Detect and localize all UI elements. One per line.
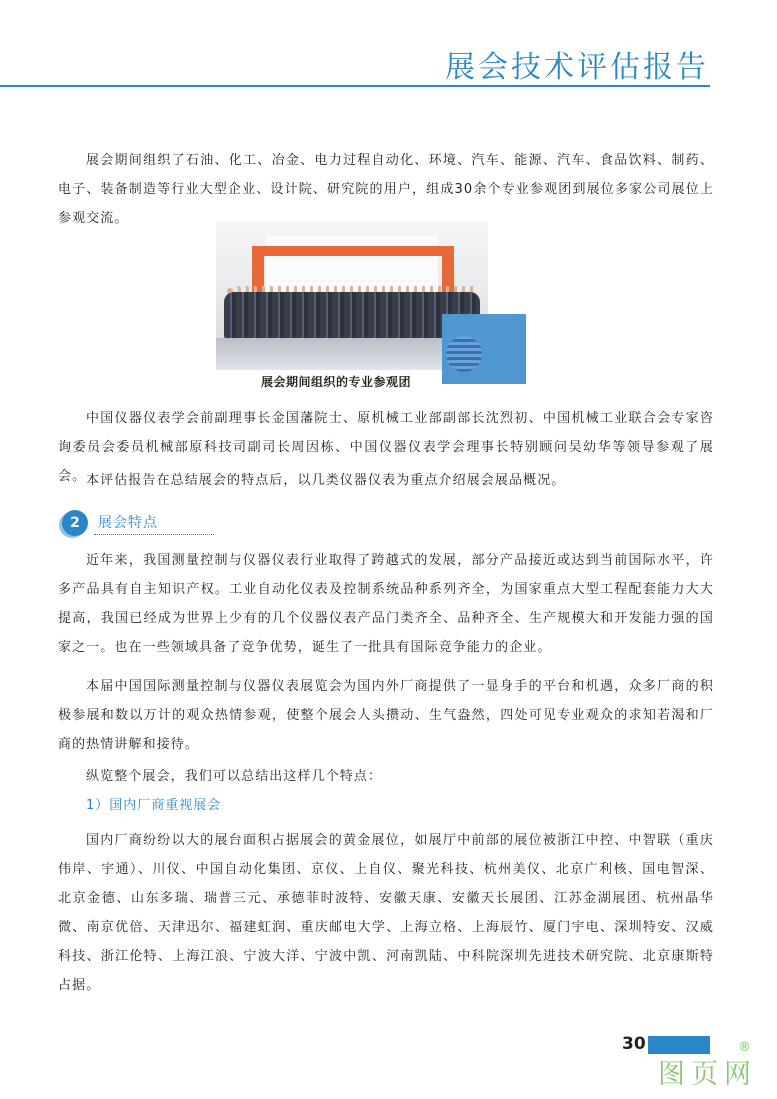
paragraph-leaders-visit: 中国仪器仪表学会前副理事长金国藩院士、原机械工业部副部长沈烈初、中国机械工业联合会专家咨询委员会委员机械部原科技司副司长周因栋、中国仪器仪表学会理事长特别顾问吴幼华等领导参观了展会。 [58,411,714,484]
paragraph-visiting-groups: 展会期间组织了石油、化工、冶金、电力过程自动化、环境、汽车、能源、汽车、食品饮料、制药、电子、装备制造等行业大型企业、设计院、研究院的用户，组成30余个专业参观团到展位多家公司展位上参观交流。 [58,153,714,226]
page-number: 30 [622,1034,646,1054]
paragraph-report-scope: 本评估报告在总结展会的特点后，以几类仪器仪表为重点介绍展会展品概况。 [86,473,566,488]
paragraph-exhibition-platform: 本届中国国际测量控制与仪器仪表展览会为国内外厂商提供了一显身手的平台和机遇，众多厂商的积极参展和数以万计的观众热情参观，使整个展会人头攒动、生气盎然，四处可见专业观众的求知若渴和厂商的热情讲解和接待。 [58,679,714,752]
subsection-heading: 1）国内厂商重视展会 [86,798,222,813]
paragraph-industry-development: 近年来，我国测量控制与仪器仪表行业取得了跨越式的发展，部分产品接近或达到当前国际水平，许多产品具有自主知识产权。工业自动化仪表及控制系统品种系列齐全，为国家重点大型工程配套能力大大提高，我国已经成为世界上少有的几个仪器仪表产品门类齐全、品种齐全、生产规模大和开发能力强的国家之一。也在一些领域具备了竞争优势，诞生了一批具有国际竞争能力的企业。 [58,553,714,655]
section-number-badge: 2 [62,510,88,536]
paragraph-domestic-exhibitors: 国内厂商纷纷以大的展台面积占据展会的黄金展位，如展厅中前部的展位被浙江中控、中智联（重庆伟岸、宇通）、川仪、中国自动化集团、京仪、上自仪、聚光科技、杭州美仪、北京广利核、国电智深、北京金德、山东多瑞、瑞普三元、承德菲时波特、安徽天康、安徽天长展团、江苏金湖展团、杭州晶华微、南京优倍、天津迅尔、福建虹润、重庆邮电大学、上海立格、上海辰竹、厦门宇电、深圳特安、汉威科技、浙江伦特、上海江浪、宁波大洋、宁波中凯、河南凯陆、中科院深圳先进技术研究院、北京康斯特占据。 [58,833,714,993]
globe-icon [446,336,482,372]
photo-caption: 展会期间组织的专业参观团 [260,375,411,389]
section-heading: 展会特点 [98,515,158,531]
watermark-registered-mark: ® [738,1040,751,1055]
header-divider [0,85,710,87]
report-title: 展会技术评估报告 [445,50,709,85]
photo-arch-top [252,246,454,256]
watermark-text: 图页网 [658,1059,757,1090]
section-underline [94,534,214,535]
paragraph-features-intro: 纵览整个展会，我们可以总结出这样几个特点： [86,769,383,784]
